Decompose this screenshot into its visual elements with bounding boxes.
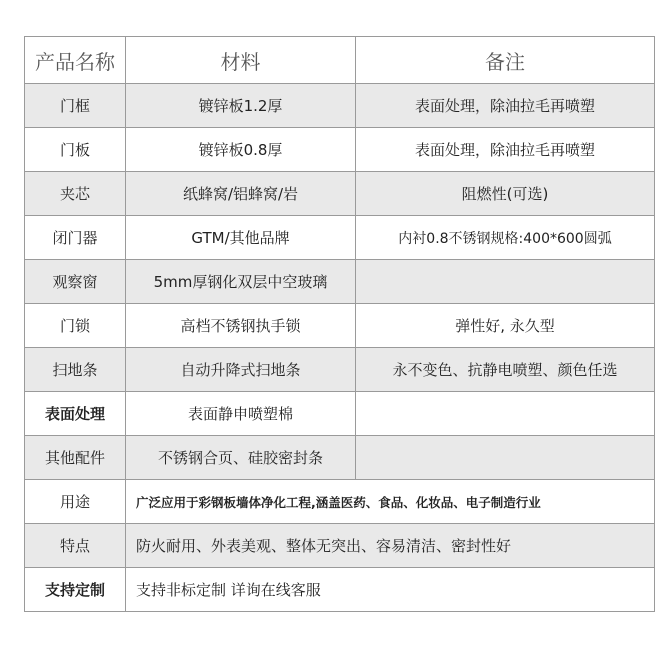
row-name: 观察窗	[25, 260, 126, 304]
row-name: 扫地条	[25, 348, 126, 392]
row-name: 门锁	[25, 304, 126, 348]
row-material: 镀锌板1.2厚	[126, 84, 356, 128]
row-material: 5mm厚钢化双层中空玻璃	[126, 260, 356, 304]
support-text: 支持非标定制 详询在线客服	[126, 568, 655, 612]
usage-label: 用途	[25, 480, 126, 524]
row-material: GTM/其他品牌	[126, 216, 356, 260]
row-note: 表面处理，除油拉毛再喷塑	[356, 84, 655, 128]
row-name: 其他配件	[25, 436, 126, 480]
header-product-name: 产品名称	[25, 37, 126, 84]
row-note	[356, 436, 655, 480]
row-name: 夹芯	[25, 172, 126, 216]
row-material: 镀锌板0.8厚	[126, 128, 356, 172]
table-row	[25, 304, 655, 348]
row-note: 表面处理，除油拉毛再喷塑	[356, 128, 655, 172]
row-material: 不锈钢合页、硅胶密封条	[126, 436, 356, 480]
header-row	[25, 37, 655, 84]
header-material: 材料	[126, 37, 356, 84]
row-note: 弹性好, 永久型	[356, 304, 655, 348]
table-row	[25, 260, 655, 304]
row-note: 永不变色、抗静电喷塑、颜色任选	[356, 348, 655, 392]
table-row	[25, 172, 655, 216]
row-material: 自动升降式扫地条	[126, 348, 356, 392]
spec-table-container	[24, 36, 654, 612]
usage-text: 广泛应用于彩钢板墙体净化工程,涵盖医药、食品、化妆品、电子制造行业	[126, 480, 655, 524]
table-row	[25, 392, 655, 436]
row-material: 纸蜂窝/铝蜂窝/岩	[126, 172, 356, 216]
row-note: 阻燃性(可选)	[356, 172, 655, 216]
table-row	[25, 84, 655, 128]
product-spec-table	[24, 36, 655, 612]
row-note	[356, 260, 655, 304]
support-row	[25, 568, 655, 612]
features-row	[25, 524, 655, 568]
row-note: 内衬0.8不锈钢规格:400*600圆弧	[356, 216, 655, 260]
row-material: 表面静申喷塑棉	[126, 392, 356, 436]
usage-row	[25, 480, 655, 524]
row-name: 门板	[25, 128, 126, 172]
table-row	[25, 216, 655, 260]
row-name: 门框	[25, 84, 126, 128]
table-row	[25, 436, 655, 480]
features-text: 防火耐用、外表美观、整体无突出、容易清洁、密封性好	[126, 524, 655, 568]
row-material: 高档不锈钢执手锁	[126, 304, 356, 348]
table-row	[25, 128, 655, 172]
table-row	[25, 348, 655, 392]
features-label: 特点	[25, 524, 126, 568]
support-label: 支持定制	[25, 568, 126, 612]
header-note: 备注	[356, 37, 655, 84]
row-note	[356, 392, 655, 436]
row-name: 表面处理	[25, 392, 126, 436]
row-name: 闭门器	[25, 216, 126, 260]
